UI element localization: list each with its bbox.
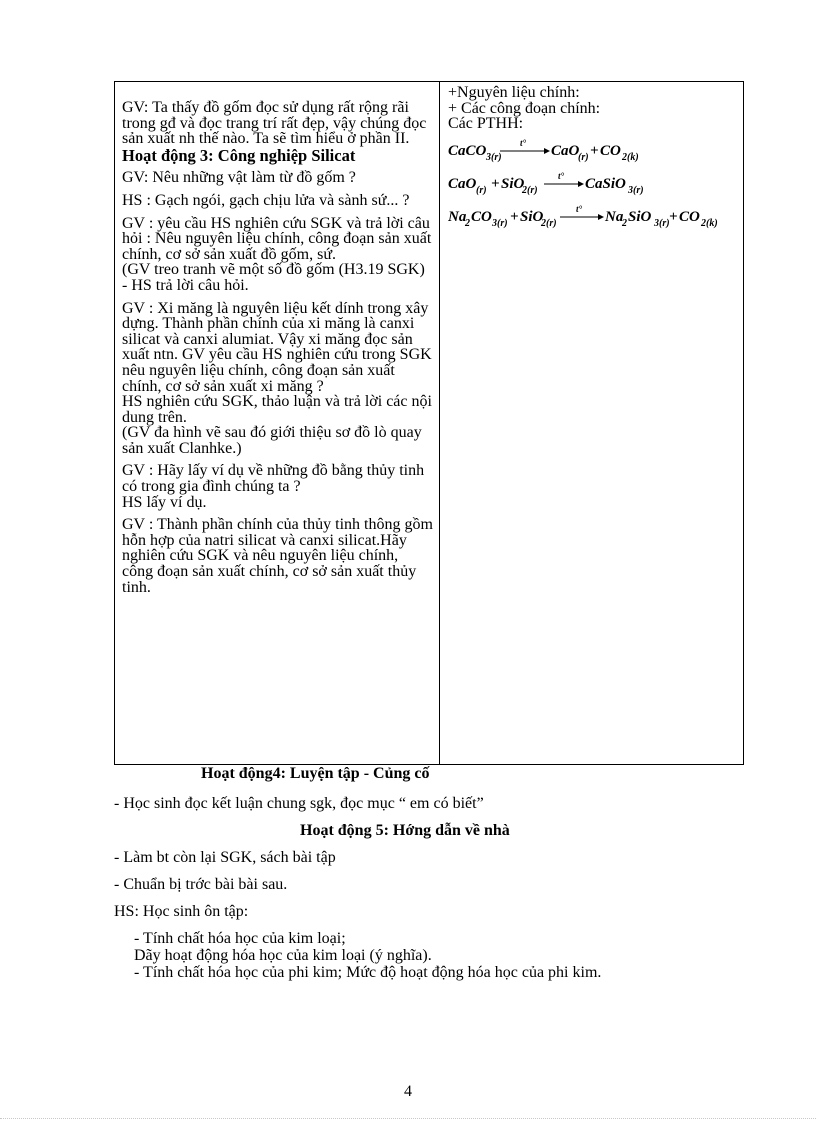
arrow-head [598, 214, 604, 220]
paragraph: (GV treo tranh vẽ một số đồ gốm (H3.19 SGK) [122, 261, 425, 279]
eq3-reactant-2-sub: 2(r) [541, 217, 557, 229]
paragraph: GV: Ta thấy đồ gốm đọc sử dụng rất rộng rãi trong gđ và đọc trang trí rất đẹp, vậy chúng đọc sản xuất nh thế nào. Ta sẽ tìm hiểu ở phần II. [122, 99, 427, 148]
eq3-reactant-1: Na [448, 208, 467, 225]
text-line: HS: Học sinh ôn tập: [114, 903, 249, 920]
page-edge-divider [0, 1118, 816, 1119]
eq1-product-1-sub: (r) [578, 151, 589, 163]
svg-text:CO: CO [471, 208, 492, 225]
svg-text:SiO: SiO [628, 208, 652, 225]
eq1-product-2-sub: 2(k) [622, 151, 639, 163]
text-line: Dãy hoạt động hóa học của kim loại (ý nghĩa). [134, 947, 432, 964]
svg-text:+: + [491, 175, 500, 192]
activity-4-heading: Hoạt động4: Luyện tập - Củng cố [201, 765, 430, 782]
svg-text:2: 2 [465, 217, 470, 229]
text-line: - Tính chất hóa học của phi kim; Mức độ hoạt động hóa học của phi kim. [134, 964, 602, 981]
equation-2 [448, 172, 739, 198]
svg-text:+: + [510, 208, 519, 225]
raw-materials-line: +Nguyên liệu chính: [448, 84, 580, 101]
text-line: - Chuẩn bị trớc bài bài sau. [114, 876, 288, 893]
eq2-reactant-1: CaO [448, 175, 477, 192]
eq3-product-2-sub: 2(k) [701, 217, 718, 229]
paragraph: GV : yêu cầu HS nghiên cứu SGK và trả lời câu hỏi : Nêu nguyên liệu chính, công đoạn sản xuất chính, cơ sở sản xuất đồ gốm, sứ. [122, 214, 432, 263]
text-line: - Làm bt còn lại SGK, sách bài tập [114, 849, 336, 866]
eq2-condition: t° [558, 171, 565, 181]
eq2-reactant-1-sub: (r) [476, 184, 487, 196]
paragraph: HS nghiên cứu SGK, thảo luận và trả lời các nội dung trên. [122, 393, 432, 426]
equation-1 [448, 139, 739, 165]
eq1-reactant-sub: 3(r) [486, 151, 502, 163]
page-number: 4 [404, 1083, 412, 1100]
eq3-reactant-2: SiO [520, 208, 544, 225]
teacher-student-activity-cell [115, 82, 440, 765]
paragraph: GV : Thành phần chính của thủy tinh thông gồm hỗn hợp của natri silicat và canxi silicat.Hãy nghiên cứu SGK và nêu nguyên liệu chính, công đoạn sản xuất chính, cơ sở sản xuất thủy tinh. [122, 516, 433, 596]
paragraph: (GV đa hình vẽ sau đó giới thiệu sơ đồ lò quay sản xuất Clanhke.) [122, 424, 422, 457]
equation-3 [448, 205, 739, 231]
svg-text:2: 2 [622, 217, 627, 229]
arrow-head [578, 181, 584, 187]
lesson-table [114, 81, 744, 765]
paragraph: - HS trả lời câu hỏi. [122, 276, 249, 294]
activity-5-heading: Hoạt động 5: Hớng dẫn về nhà [300, 822, 510, 839]
paragraph: GV : Xi măng là nguyên liệu kết dính trong xây dựng. Thành phần chính của xi măng là canxi silicat và canxi alumiat. Vậy xi măng đọc sản xuất ntn. GV yêu cầu HS nghiên cứu trong SGK nêu nguyên liệu chính, công đoạn sản xuất chính, cơ sở sản xuất xi măng ? [122, 299, 432, 395]
eq2-product: CaSiO [585, 175, 626, 192]
eq1-product-1: CaO [551, 142, 580, 159]
svg-text:+: + [669, 208, 678, 225]
arrow-head [544, 148, 550, 154]
eq3-product-2: CO [679, 208, 700, 225]
eq3-reactant-1-sub: 3(r) [492, 217, 508, 229]
content-cell [440, 82, 744, 765]
paragraph: HS lấy ví dụ. [122, 493, 207, 511]
equations-label: Các PTHH: [448, 115, 524, 133]
eq1-reactant: CaCO [448, 142, 487, 159]
paragraph: GV : Hãy lấy ví dụ về những đồ bằng thủy tinh có trong gia đình chúng ta ? [122, 462, 425, 496]
eq3-product-1: Na [605, 208, 624, 225]
production-stages-line: + Các công đoạn chính: [448, 99, 601, 117]
text-line: - Tính chất hóa học của kim loại; [134, 930, 346, 947]
paragraph: HS : Gạch ngói, gạch chịu lửa và sành sứ... ? [122, 191, 410, 209]
eq3-product-1-sub: 3(r) [654, 217, 670, 229]
eq2-product-sub: 3(r) [628, 184, 644, 196]
text-line: - Học sinh đọc kết luận chung sgk, đọc mục “ em có biết” [114, 795, 484, 812]
eq2-reactant-2-sub: 2(r) [522, 184, 538, 196]
eq1-condition: t° [520, 138, 527, 148]
svg-text:+: + [590, 142, 599, 159]
paragraph: GV: Nêu những vật làm từ đồ gốm ? [122, 169, 356, 187]
eq3-condition: t° [576, 204, 583, 214]
eq1-product-2: CO [600, 142, 621, 159]
eq2-reactant-2: SiO [501, 175, 525, 192]
activity-3-heading: Hoạt động 3: Công nghiệp Silicat [122, 145, 356, 165]
